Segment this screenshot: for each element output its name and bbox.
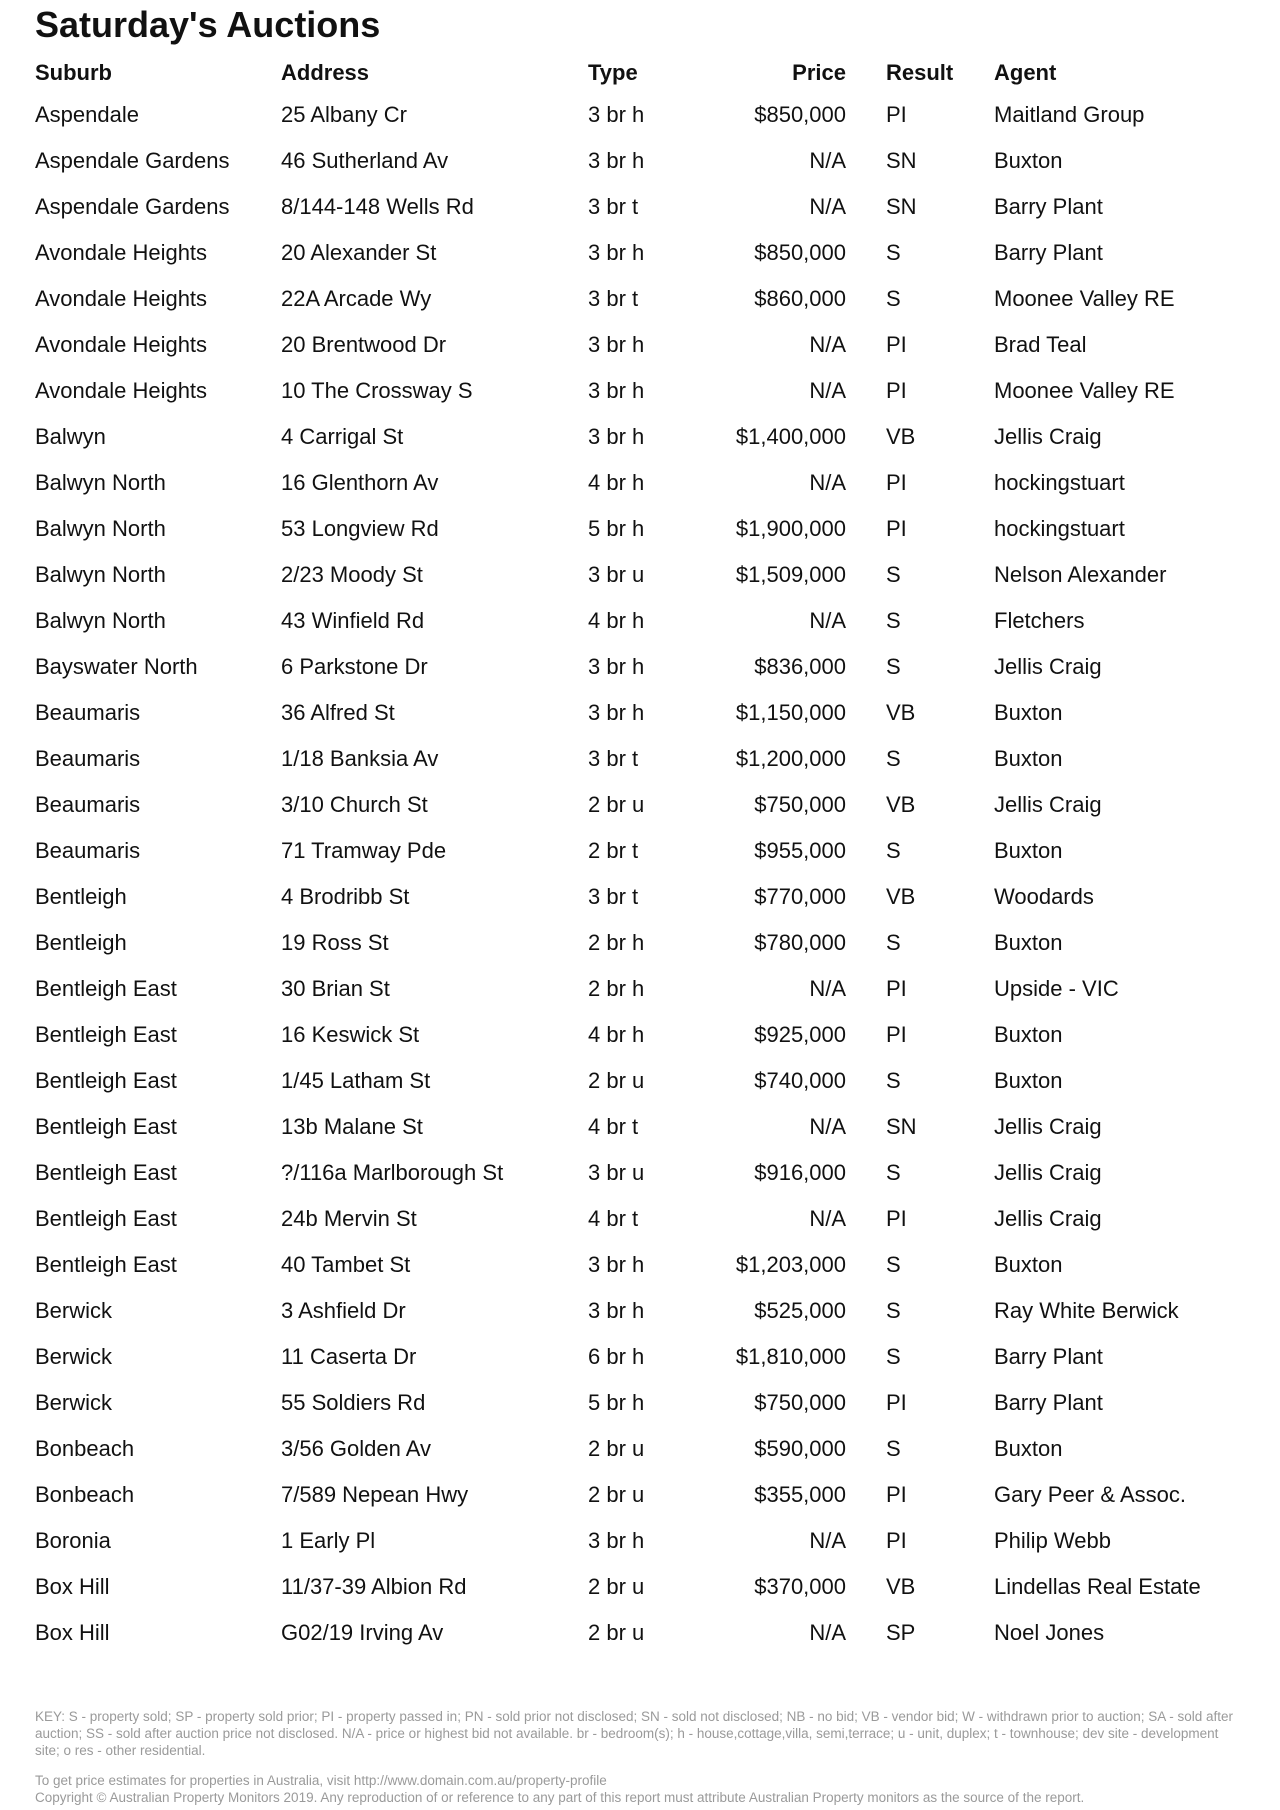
cell-result: PI	[886, 378, 907, 403]
cell-price: $750,000	[754, 792, 846, 817]
cell-result: S	[886, 838, 901, 863]
cell-price: N/A	[809, 1528, 846, 1553]
cell-address: 43 Winfield Rd	[281, 608, 425, 633]
cell-result: S	[886, 562, 901, 587]
cell-type: 3 br h	[588, 700, 645, 725]
cell-agent: Buxton	[994, 148, 1063, 173]
cell-suburb: Beaumaris	[35, 700, 141, 725]
cell-spacer	[846, 644, 886, 690]
cell-spacer	[846, 920, 886, 966]
cell-type: 3 br u	[588, 562, 645, 587]
cell-address: 1/18 Banksia Av	[281, 746, 439, 771]
cell-agent: Barry Plant	[994, 1390, 1103, 1415]
cell-type: 3 br h	[588, 424, 645, 449]
cell-spacer	[846, 1196, 886, 1242]
cell-type: 2 br u	[588, 1482, 645, 1507]
cell-address: 55 Soldiers Rd	[281, 1390, 426, 1415]
table-row	[35, 552, 1254, 598]
cell-price: N/A	[809, 378, 846, 403]
cell-suburb: Beaumaris	[35, 746, 141, 771]
cell-type: 3 br h	[588, 654, 645, 679]
cell-agent: Buxton	[994, 838, 1063, 863]
cell-suburb: Berwick	[35, 1298, 113, 1323]
cell-price: $1,150,000	[735, 700, 846, 725]
cell-result: PI	[886, 1528, 907, 1553]
cell-type: 3 br h	[588, 240, 645, 265]
cell-price: $850,000	[754, 102, 846, 127]
cell-spacer	[846, 276, 886, 322]
cell-spacer	[846, 690, 886, 736]
cell-spacer	[846, 1242, 886, 1288]
cell-result: PI	[886, 470, 907, 495]
cell-spacer	[846, 1518, 886, 1564]
table-row	[35, 1610, 1254, 1656]
table-row	[35, 1472, 1254, 1518]
price-estimate-note: To get price estimates for properties in Australia, visit http://www.domain.com.au/property-profile	[35, 1773, 607, 1788]
table-row	[35, 690, 1254, 736]
cell-result: S	[886, 286, 901, 311]
copyright-notice: Copyright © Australian Property Monitors 2019. Any reproduction of or reference to any part of this report must attribute Australian Property monitors as the source of the report.	[35, 1790, 1085, 1805]
cell-price: N/A	[809, 1206, 846, 1231]
footer-notes	[35, 1772, 1235, 1806]
cell-suburb: Aspendale	[35, 102, 139, 127]
column-header-address: Address	[281, 60, 370, 85]
cell-suburb: Avondale Heights	[35, 378, 208, 403]
cell-type: 4 br h	[588, 1022, 645, 1047]
column-header-type: Type	[588, 60, 638, 85]
cell-suburb: Bentleigh	[35, 884, 127, 909]
cell-price: N/A	[809, 470, 846, 495]
cell-result: S	[886, 1344, 901, 1369]
cell-agent: Buxton	[994, 700, 1063, 725]
cell-address: 11 Caserta Dr	[281, 1344, 417, 1369]
cell-address: 20 Brentwood Dr	[281, 332, 447, 357]
table-row	[35, 644, 1254, 690]
cell-agent: Barry Plant	[994, 1344, 1103, 1369]
cell-suburb: Boronia	[35, 1528, 111, 1553]
cell-type: 3 br t	[588, 286, 639, 311]
cell-spacer	[846, 552, 886, 598]
table-row	[35, 1104, 1254, 1150]
table-row	[35, 1058, 1254, 1104]
cell-spacer	[846, 1380, 886, 1426]
cell-type: 3 br t	[588, 884, 639, 909]
cell-price: $1,810,000	[735, 1344, 846, 1369]
cell-price: $850,000	[754, 240, 846, 265]
cell-result: PI	[886, 1022, 907, 1047]
cell-address: 4 Brodribb St	[281, 884, 410, 909]
cell-agent: Buxton	[994, 1252, 1063, 1277]
cell-suburb: Balwyn North	[35, 562, 166, 587]
cell-result: S	[886, 1298, 901, 1323]
cell-address: 6 Parkstone Dr	[281, 654, 428, 679]
cell-price: $1,509,000	[735, 562, 846, 587]
cell-result: SN	[886, 194, 917, 219]
cell-suburb: Beaumaris	[35, 838, 141, 863]
cell-type: 4 br h	[588, 608, 645, 633]
cell-price: $836,000	[754, 654, 846, 679]
cell-type: 2 br u	[588, 1436, 645, 1461]
cell-address: 16 Glenthorn Av	[281, 470, 439, 495]
table-row	[35, 322, 1254, 368]
cell-spacer	[846, 138, 886, 184]
cell-type: 3 br t	[588, 194, 639, 219]
cell-address: 11/37-39 Albion Rd	[281, 1574, 467, 1599]
cell-type: 3 br u	[588, 1160, 645, 1185]
cell-price: $1,203,000	[735, 1252, 846, 1277]
cell-spacer	[846, 506, 886, 552]
cell-type: 6 br h	[588, 1344, 645, 1369]
table-row	[35, 782, 1254, 828]
cell-result: VB	[886, 1574, 916, 1599]
cell-address: 71 Tramway Pde	[281, 838, 447, 863]
cell-spacer	[846, 874, 886, 920]
cell-type: 3 br h	[588, 1528, 645, 1553]
cell-agent: Jellis Craig	[994, 1114, 1102, 1139]
cell-price: $955,000	[754, 838, 846, 863]
cell-agent: Buxton	[994, 1068, 1063, 1093]
cell-result: SP	[886, 1620, 916, 1645]
table-header-row	[35, 54, 1254, 92]
cell-address: 3/56 Golden Av	[281, 1436, 432, 1461]
column-header-result: Result	[886, 60, 954, 85]
cell-result: S	[886, 1252, 901, 1277]
cell-agent: Noel Jones	[994, 1620, 1105, 1645]
page-title: Saturday's Auctions	[35, 4, 381, 45]
cell-spacer	[846, 598, 886, 644]
cell-type: 5 br h	[588, 1390, 645, 1415]
cell-spacer	[846, 966, 886, 1012]
cell-result: S	[886, 608, 901, 633]
table-body	[35, 92, 1254, 1656]
cell-agent: Moonee Valley RE	[994, 378, 1175, 403]
cell-spacer	[846, 1610, 886, 1656]
cell-address: 40 Tambet St	[281, 1252, 411, 1277]
cell-type: 2 br t	[588, 838, 639, 863]
cell-address: 46 Sutherland Av	[281, 148, 449, 173]
cell-address: 24b Mervin St	[281, 1206, 417, 1231]
cell-price: N/A	[809, 1114, 846, 1139]
table-row	[35, 368, 1254, 414]
cell-suburb: Balwyn North	[35, 516, 166, 541]
cell-result: S	[886, 240, 901, 265]
table-row	[35, 1518, 1254, 1564]
cell-spacer	[846, 828, 886, 874]
table-row	[35, 1242, 1254, 1288]
cell-address: 53 Longview Rd	[281, 516, 439, 541]
cell-type: 4 br h	[588, 470, 645, 495]
cell-agent: Upside - VIC	[994, 976, 1119, 1001]
cell-price: $916,000	[754, 1160, 846, 1185]
cell-type: 2 br h	[588, 930, 645, 955]
cell-agent: Brad Teal	[994, 332, 1087, 357]
cell-result: PI	[886, 102, 907, 127]
cell-result: VB	[886, 424, 916, 449]
cell-agent: Buxton	[994, 930, 1063, 955]
cell-agent: Jellis Craig	[994, 1160, 1102, 1185]
table-row	[35, 460, 1254, 506]
cell-spacer	[846, 460, 886, 506]
cell-price: N/A	[809, 332, 846, 357]
cell-agent: Ray White Berwick	[994, 1298, 1179, 1323]
table-row	[35, 828, 1254, 874]
cell-suburb: Bentleigh East	[35, 976, 177, 1001]
table-row	[35, 920, 1254, 966]
cell-spacer	[846, 184, 886, 230]
cell-price: $780,000	[754, 930, 846, 955]
cell-result: PI	[886, 332, 907, 357]
cell-type: 3 br h	[588, 378, 645, 403]
cell-agent: Jellis Craig	[994, 424, 1102, 449]
cell-address: 8/144-148 Wells Rd	[281, 194, 474, 219]
cell-spacer	[846, 1012, 886, 1058]
cell-price: $750,000	[754, 1390, 846, 1415]
cell-price: $770,000	[754, 884, 846, 909]
cell-spacer	[846, 1150, 886, 1196]
table-row	[35, 184, 1254, 230]
cell-suburb: Bonbeach	[35, 1482, 135, 1507]
table-row	[35, 506, 1254, 552]
cell-price: $1,200,000	[735, 746, 846, 771]
cell-suburb: Bentleigh East	[35, 1114, 177, 1139]
table-row	[35, 1196, 1254, 1242]
table-row	[35, 736, 1254, 782]
cell-spacer	[846, 1426, 886, 1472]
cell-suburb: Avondale Heights	[35, 286, 208, 311]
cell-spacer	[846, 1334, 886, 1380]
cell-suburb: Bonbeach	[35, 1436, 135, 1461]
table-row	[35, 598, 1254, 644]
cell-address: 1 Early Pl	[281, 1528, 376, 1553]
column-spacer	[846, 54, 886, 92]
table-row	[35, 1380, 1254, 1426]
cell-type: 2 br u	[588, 1068, 645, 1093]
table-row	[35, 874, 1254, 920]
cell-result: PI	[886, 1206, 907, 1231]
cell-type: 2 br u	[588, 792, 645, 817]
cell-suburb: Balwyn	[35, 424, 106, 449]
cell-agent: hockingstuart	[994, 470, 1125, 495]
cell-address: 1/45 Latham St	[281, 1068, 431, 1093]
cell-spacer	[846, 1288, 886, 1334]
cell-agent: Buxton	[994, 1022, 1063, 1047]
cell-spacer	[846, 736, 886, 782]
cell-type: 4 br t	[588, 1114, 639, 1139]
cell-agent: Woodards	[994, 884, 1094, 909]
cell-type: 3 br h	[588, 1298, 645, 1323]
cell-address: 36 Alfred St	[281, 700, 395, 725]
cell-suburb: Bentleigh East	[35, 1068, 177, 1093]
cell-spacer	[846, 1564, 886, 1610]
cell-address: 25 Albany Cr	[281, 102, 407, 127]
column-header-price: Price	[792, 60, 846, 85]
cell-agent: Jellis Craig	[994, 654, 1102, 679]
cell-spacer	[846, 230, 886, 276]
table-row	[35, 966, 1254, 1012]
cell-price: N/A	[809, 976, 846, 1001]
legend-key: KEY: S - property sold; SP - property sold prior; PI - property passed in; PN - sold prior not disclosed; SN - sold not disclosed; NB - no bid; VB - vendor bid; W - withdrawn prior to auction; SA - sold after auction; SS - sold after auction price not disclosed. N/A - price or highest bid not available. br - bedroom(s); h - house,cottage,villa, semi,terrace; u - unit, duplex; t - townhouse; dev site - development site; o res - other residential.	[35, 1709, 1234, 1758]
cell-address: 16 Keswick St	[281, 1022, 420, 1047]
cell-result: SN	[886, 148, 917, 173]
cell-result: VB	[886, 884, 916, 909]
cell-result: PI	[886, 1390, 907, 1415]
cell-price: $1,900,000	[735, 516, 846, 541]
cell-type: 3 br h	[588, 148, 645, 173]
cell-address: 3/10 Church St	[281, 792, 428, 817]
cell-price: N/A	[809, 608, 846, 633]
cell-price: N/A	[809, 148, 846, 173]
table-row	[35, 138, 1254, 184]
cell-result: S	[886, 746, 901, 771]
cell-suburb: Avondale Heights	[35, 332, 208, 357]
cell-suburb: Box Hill	[35, 1620, 110, 1645]
cell-suburb: Bentleigh East	[35, 1252, 177, 1277]
cell-agent: Jellis Craig	[994, 792, 1102, 817]
cell-agent: Fletchers	[994, 608, 1085, 633]
table-row	[35, 1012, 1254, 1058]
cell-suburb: Aspendale Gardens	[35, 148, 230, 173]
cell-price: $590,000	[754, 1436, 846, 1461]
cell-address: 22A Arcade Wy	[281, 286, 432, 311]
table-row	[35, 92, 1254, 138]
cell-suburb: Berwick	[35, 1390, 113, 1415]
cell-price: $370,000	[754, 1574, 846, 1599]
cell-agent: Maitland Group	[994, 102, 1145, 127]
cell-address: 30 Brian St	[281, 976, 390, 1001]
column-header-suburb: Suburb	[35, 60, 112, 85]
auctions-table	[35, 54, 1254, 1656]
cell-suburb: Avondale Heights	[35, 240, 208, 265]
table-row	[35, 1334, 1254, 1380]
cell-suburb: Balwyn North	[35, 470, 166, 495]
cell-agent: Barry Plant	[994, 194, 1103, 219]
cell-suburb: Bentleigh	[35, 930, 127, 955]
cell-suburb: Balwyn North	[35, 608, 166, 633]
cell-agent: Jellis Craig	[994, 1206, 1102, 1231]
cell-price: $925,000	[754, 1022, 846, 1047]
cell-price: $525,000	[754, 1298, 846, 1323]
cell-address: ?/116a Marlborough St	[281, 1160, 504, 1185]
cell-spacer	[846, 1058, 886, 1104]
cell-result: S	[886, 654, 901, 679]
cell-agent: Gary Peer & Assoc.	[994, 1482, 1186, 1507]
table-row	[35, 1426, 1254, 1472]
cell-suburb: Beaumaris	[35, 792, 141, 817]
cell-address: 20 Alexander St	[281, 240, 437, 265]
cell-agent: Buxton	[994, 746, 1063, 771]
cell-spacer	[846, 92, 886, 138]
cell-address: G02/19 Irving Av	[281, 1620, 444, 1645]
cell-suburb: Bentleigh East	[35, 1160, 177, 1185]
table-row	[35, 276, 1254, 322]
cell-result: PI	[886, 516, 907, 541]
cell-agent: hockingstuart	[994, 516, 1125, 541]
cell-price: $860,000	[754, 286, 846, 311]
cell-type: 5 br h	[588, 516, 645, 541]
cell-spacer	[846, 368, 886, 414]
cell-result: SN	[886, 1114, 917, 1139]
cell-type: 2 br h	[588, 976, 645, 1001]
cell-type: 2 br u	[588, 1620, 645, 1645]
table-row	[35, 230, 1254, 276]
cell-spacer	[846, 414, 886, 460]
cell-address: 3 Ashfield Dr	[281, 1298, 406, 1323]
cell-agent: Buxton	[994, 1436, 1063, 1461]
table-row	[35, 1288, 1254, 1334]
cell-price: N/A	[809, 1620, 846, 1645]
cell-type: 3 br h	[588, 102, 645, 127]
cell-price: $1,400,000	[735, 424, 846, 449]
cell-suburb: Bentleigh East	[35, 1022, 177, 1047]
cell-address: 13b Malane St	[281, 1114, 423, 1139]
cell-spacer	[846, 782, 886, 828]
column-header-agent: Agent	[994, 60, 1057, 85]
cell-agent: Philip Webb	[994, 1528, 1111, 1553]
cell-address: 2/23 Moody St	[281, 562, 423, 587]
cell-price: N/A	[809, 194, 846, 219]
cell-spacer	[846, 1472, 886, 1518]
cell-agent: Barry Plant	[994, 240, 1103, 265]
cell-result: PI	[886, 976, 907, 1001]
cell-spacer	[846, 322, 886, 368]
cell-result: VB	[886, 792, 916, 817]
cell-suburb: Bentleigh East	[35, 1206, 177, 1231]
cell-result: S	[886, 1068, 901, 1093]
table-row	[35, 1150, 1254, 1196]
cell-suburb: Aspendale Gardens	[35, 194, 230, 219]
cell-suburb: Box Hill	[35, 1574, 110, 1599]
cell-type: 3 br t	[588, 746, 639, 771]
cell-type: 3 br h	[588, 332, 645, 357]
cell-address: 10 The Crossway S	[281, 378, 473, 403]
cell-type: 4 br t	[588, 1206, 639, 1231]
cell-type: 2 br u	[588, 1574, 645, 1599]
cell-result: S	[886, 930, 901, 955]
cell-address: 7/589 Nepean Hwy	[281, 1482, 469, 1507]
cell-agent: Moonee Valley RE	[994, 286, 1175, 311]
cell-type: 3 br h	[588, 1252, 645, 1277]
cell-result: VB	[886, 700, 916, 725]
cell-result: S	[886, 1160, 901, 1185]
cell-address: 4 Carrigal St	[281, 424, 404, 449]
cell-price: $355,000	[754, 1482, 846, 1507]
table-row	[35, 414, 1254, 460]
cell-suburb: Bayswater North	[35, 654, 198, 679]
table-row	[35, 1564, 1254, 1610]
cell-suburb: Berwick	[35, 1344, 113, 1369]
cell-price: $740,000	[754, 1068, 846, 1093]
cell-result: S	[886, 1436, 901, 1461]
cell-spacer	[846, 1104, 886, 1150]
cell-agent: Nelson Alexander	[994, 562, 1167, 587]
cell-agent: Lindellas Real Estate	[994, 1574, 1201, 1599]
cell-result: PI	[886, 1482, 907, 1507]
cell-address: 19 Ross St	[281, 930, 389, 955]
